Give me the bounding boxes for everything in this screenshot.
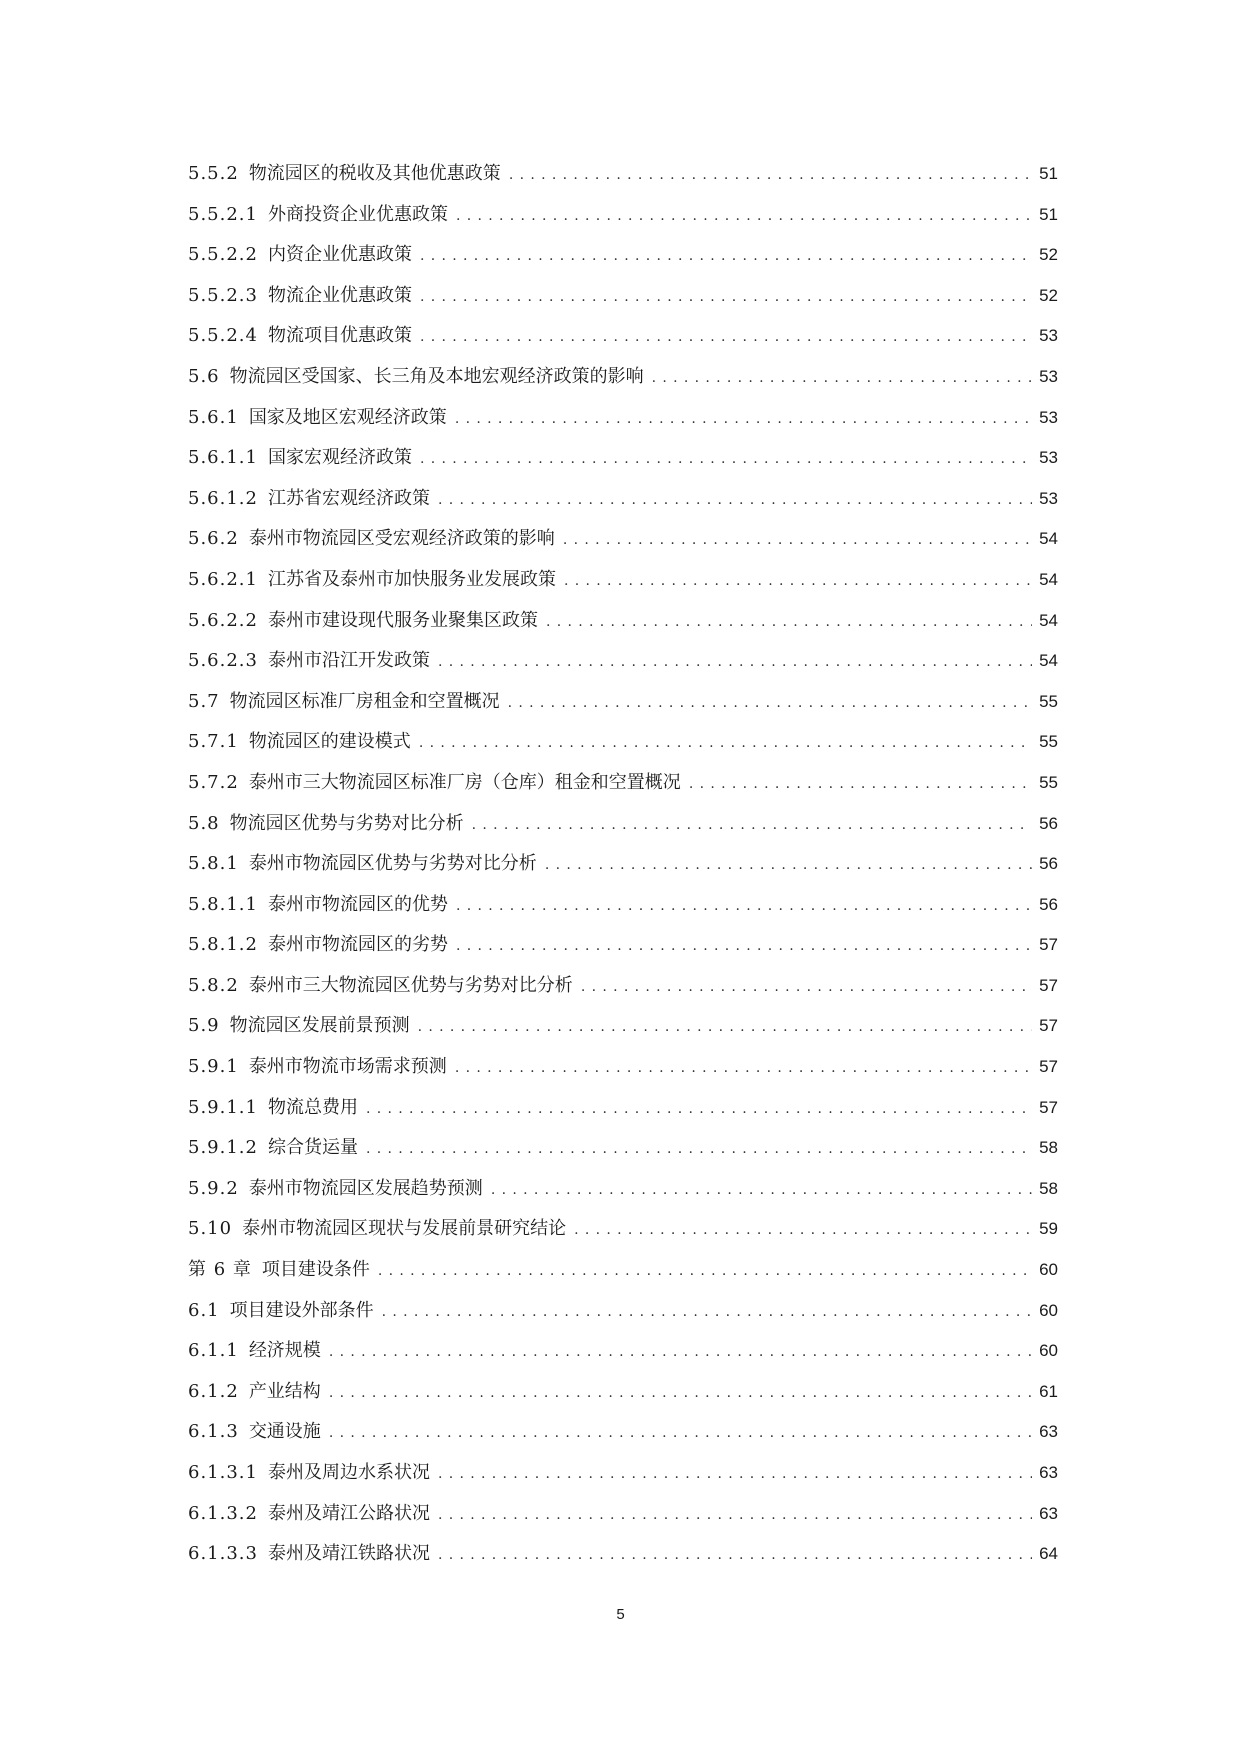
toc-entry-title: 泰州市物流园区发展趋势预测 bbox=[248, 1177, 483, 1199]
toc-entry[interactable] bbox=[188, 1047, 1058, 1088]
toc-entry-number: 5.9.1.1 bbox=[188, 1096, 258, 1118]
toc-entry-title: 物流企业优惠政策 bbox=[267, 284, 412, 306]
toc-entry[interactable] bbox=[188, 560, 1058, 601]
toc-entry-number: 5.8.2 bbox=[188, 974, 239, 996]
toc-entry[interactable] bbox=[188, 398, 1058, 439]
toc-entry-page: 64 bbox=[1039, 1544, 1058, 1564]
toc-entry-number: 5.10 bbox=[188, 1218, 233, 1240]
toc-entry-page: 54 bbox=[1039, 569, 1058, 589]
toc-entry-number: 5.8.1.1 bbox=[188, 893, 258, 915]
toc-entry-title: 泰州市物流园区现状与发展前景研究结论 bbox=[242, 1218, 567, 1240]
dot-leader bbox=[564, 561, 1032, 602]
toc-entry[interactable] bbox=[188, 1453, 1058, 1494]
toc-entry-title: 泰州市物流园区优势与劣势对比分析 bbox=[248, 853, 537, 875]
toc-entry-page: 61 bbox=[1039, 1381, 1058, 1401]
toc-entry[interactable] bbox=[188, 1494, 1058, 1535]
toc-entry-number: 5.5.2.3 bbox=[188, 284, 258, 306]
toc-entry[interactable] bbox=[188, 1291, 1058, 1332]
toc-entry-page: 54 bbox=[1039, 610, 1058, 630]
toc-entry-number: 5.5.2.2 bbox=[188, 244, 258, 266]
toc-entry-title: 物流园区受国家、长三角及本地宏观经济政策的影响 bbox=[229, 365, 644, 387]
toc-entry-title: 产业结构 bbox=[248, 1380, 321, 1402]
toc-entry-page: 63 bbox=[1039, 1422, 1058, 1442]
toc-entry-page: 53 bbox=[1039, 407, 1058, 427]
toc-entry-number: 5.8.1 bbox=[188, 853, 239, 875]
toc-entry-page: 53 bbox=[1039, 448, 1058, 468]
dot-leader bbox=[329, 1413, 1032, 1454]
dot-leader bbox=[652, 358, 1032, 399]
toc-entry-title: 泰州市物流市场需求预测 bbox=[248, 1056, 447, 1078]
toc-entry-title: 国家宏观经济政策 bbox=[267, 447, 412, 469]
toc-entry-title: 物流园区的税收及其他优惠政策 bbox=[248, 163, 501, 184]
toc-entry-page: 57 bbox=[1039, 975, 1058, 995]
toc-entry-title: 物流园区的建设模式 bbox=[248, 731, 411, 753]
toc-entry-page: 56 bbox=[1039, 894, 1058, 914]
toc-entry-number: 第 6 章 bbox=[188, 1259, 252, 1281]
dot-leader bbox=[382, 1292, 1032, 1333]
dot-leader bbox=[420, 317, 1032, 358]
toc-entry-title: 泰州市三大物流园区优势与劣势对比分析 bbox=[248, 974, 573, 996]
dot-leader bbox=[366, 1129, 1032, 1170]
toc-entry[interactable] bbox=[188, 722, 1058, 763]
toc-entry-number: 5.7.1 bbox=[188, 731, 239, 753]
dot-leader bbox=[491, 1170, 1032, 1211]
toc-entry-number: 6.1.2 bbox=[188, 1380, 239, 1402]
dot-leader bbox=[329, 1332, 1032, 1373]
toc-entry-page: 55 bbox=[1039, 732, 1058, 752]
toc-entry-number: 5.6.2 bbox=[188, 528, 239, 550]
toc-entry-title: 物流园区发展前景预测 bbox=[229, 1015, 410, 1037]
toc-entry-page: 51 bbox=[1039, 164, 1058, 183]
toc-entry[interactable] bbox=[188, 1006, 1058, 1047]
toc-entry[interactable] bbox=[188, 154, 1058, 195]
dot-leader bbox=[472, 805, 1032, 846]
toc-entry-title: 项目建设条件 bbox=[261, 1259, 370, 1281]
toc-entry-page: 57 bbox=[1039, 1016, 1058, 1036]
toc-entry[interactable] bbox=[188, 1412, 1058, 1453]
dot-leader bbox=[420, 439, 1032, 480]
toc-entry-page: 57 bbox=[1039, 1057, 1058, 1077]
dot-leader bbox=[420, 236, 1032, 277]
toc-entry[interactable] bbox=[188, 763, 1058, 804]
dot-leader bbox=[329, 1373, 1032, 1414]
toc-entry-page: 53 bbox=[1039, 366, 1058, 386]
dot-leader bbox=[438, 480, 1032, 521]
toc-entry-number: 6.1.3.3 bbox=[188, 1543, 258, 1565]
table-of-contents bbox=[188, 154, 1058, 1575]
toc-entry-number: 5.6.2.3 bbox=[188, 650, 258, 672]
toc-entry-page: 60 bbox=[1039, 1260, 1058, 1280]
toc-entry-number: 6.1.3.1 bbox=[188, 1462, 258, 1483]
toc-entry[interactable] bbox=[188, 1128, 1058, 1169]
toc-entry-number: 5.6.1.2 bbox=[188, 487, 258, 509]
dot-leader bbox=[420, 277, 1032, 318]
toc-entry[interactable] bbox=[188, 438, 1058, 479]
toc-entry[interactable] bbox=[188, 195, 1058, 236]
dot-leader bbox=[581, 967, 1032, 1008]
toc-entry-number: 5.6.1.1 bbox=[188, 447, 258, 469]
toc-entry-page: 52 bbox=[1039, 245, 1058, 265]
toc-entry-title: 泰州及靖江公路状况 bbox=[267, 1502, 430, 1524]
toc-entry-page: 57 bbox=[1039, 1097, 1058, 1117]
toc-entry-number: 5.6.2.1 bbox=[188, 568, 258, 590]
toc-entry-page: 58 bbox=[1039, 1138, 1058, 1158]
toc-entry-page: 63 bbox=[1039, 1463, 1058, 1482]
toc-entry[interactable] bbox=[188, 966, 1058, 1007]
toc-entry-page: 56 bbox=[1039, 854, 1058, 874]
page-number: 5 bbox=[616, 1606, 625, 1623]
toc-entry-title: 外商投资企业优惠政策 bbox=[267, 203, 448, 225]
toc-entry[interactable] bbox=[188, 925, 1058, 966]
toc-entry[interactable] bbox=[188, 1534, 1058, 1575]
toc-entry-page: 57 bbox=[1039, 935, 1058, 955]
toc-entry[interactable] bbox=[188, 316, 1058, 357]
toc-entry-title: 综合货运量 bbox=[267, 1137, 358, 1159]
toc-entry-number: 5.5.2.4 bbox=[188, 325, 258, 347]
toc-entry[interactable] bbox=[188, 641, 1058, 682]
toc-entry-page: 63 bbox=[1039, 1503, 1058, 1523]
toc-entry[interactable] bbox=[188, 601, 1058, 642]
toc-entry-title: 江苏省及泰州市加快服务业发展政策 bbox=[267, 568, 556, 590]
dot-leader bbox=[456, 926, 1032, 967]
toc-entry[interactable] bbox=[188, 276, 1058, 317]
toc-entry-page: 54 bbox=[1039, 651, 1058, 671]
dot-leader bbox=[419, 723, 1032, 764]
dot-leader bbox=[546, 602, 1032, 643]
toc-entry-number: 5.7.2 bbox=[188, 771, 239, 793]
toc-entry-number: 5.6 bbox=[188, 365, 220, 387]
toc-entry-page: 60 bbox=[1039, 1300, 1058, 1320]
toc-entry-number: 5.8 bbox=[188, 812, 220, 834]
toc-entry-number: 5.5.2.1 bbox=[188, 203, 258, 225]
toc-entry-number: 6.1.3.2 bbox=[188, 1502, 258, 1524]
toc-entry[interactable] bbox=[188, 357, 1058, 398]
toc-entry-title: 泰州市沿江开发政策 bbox=[267, 650, 430, 672]
toc-entry-number: 5.6.1 bbox=[188, 406, 239, 428]
toc-entry-title: 物流总费用 bbox=[267, 1096, 358, 1118]
toc-entry-number: 6.1.3 bbox=[188, 1421, 239, 1443]
toc-entry-number: 6.1.1 bbox=[188, 1340, 239, 1362]
toc-entry-number: 5.9 bbox=[188, 1015, 220, 1037]
toc-entry-title: 泰州市物流园区受宏观经济政策的影响 bbox=[248, 528, 555, 550]
toc-entry-page: 51 bbox=[1039, 204, 1058, 224]
toc-entry-number: 6.1 bbox=[188, 1299, 220, 1321]
toc-entry[interactable] bbox=[188, 1331, 1058, 1372]
toc-entry-title: 泰州及周边水系状况 bbox=[267, 1462, 430, 1483]
toc-entry-title: 国家及地区宏观经济政策 bbox=[248, 406, 447, 428]
toc-entry-number: 5.9.2 bbox=[188, 1177, 239, 1199]
toc-entry-title: 泰州市物流园区的优势 bbox=[267, 893, 448, 915]
toc-entry-page: 60 bbox=[1039, 1341, 1058, 1361]
dot-leader bbox=[563, 520, 1032, 561]
dot-leader bbox=[545, 845, 1032, 886]
toc-entry-number: 5.9.1 bbox=[188, 1056, 239, 1078]
toc-entry-number: 5.9.1.2 bbox=[188, 1137, 258, 1159]
toc-entry[interactable] bbox=[188, 479, 1058, 520]
toc-entry-title: 泰州市物流园区的劣势 bbox=[267, 934, 448, 956]
dot-leader bbox=[438, 1495, 1032, 1536]
toc-entry-page: 55 bbox=[1039, 691, 1058, 711]
dot-leader bbox=[438, 1454, 1032, 1495]
dot-leader bbox=[508, 683, 1032, 724]
toc-entry-title: 泰州市建设现代服务业聚集区政策 bbox=[267, 609, 538, 631]
toc-entry[interactable] bbox=[188, 804, 1058, 845]
dot-leader bbox=[366, 1089, 1032, 1130]
toc-entry-page: 52 bbox=[1039, 285, 1058, 305]
dot-leader bbox=[455, 1048, 1032, 1089]
toc-entry[interactable] bbox=[188, 682, 1058, 723]
toc-entry-number: 5.7 bbox=[188, 690, 220, 712]
toc-entry-title: 内资企业优惠政策 bbox=[267, 244, 412, 266]
dot-leader bbox=[438, 642, 1032, 683]
toc-entry-page: 53 bbox=[1039, 326, 1058, 346]
toc-entry[interactable] bbox=[188, 1169, 1058, 1210]
toc-entry[interactable] bbox=[188, 1250, 1058, 1291]
toc-entry-page: 55 bbox=[1039, 772, 1058, 792]
dot-leader bbox=[456, 196, 1032, 237]
toc-entry-title: 经济规模 bbox=[248, 1340, 321, 1362]
toc-entry-title: 泰州市三大物流园区标准厂房（仓库）租金和空置概况 bbox=[248, 771, 681, 793]
dot-leader bbox=[456, 886, 1032, 927]
toc-entry[interactable] bbox=[188, 235, 1058, 276]
toc-entry-title: 交通设施 bbox=[248, 1421, 321, 1443]
toc-entry[interactable] bbox=[188, 519, 1058, 560]
toc-entry-number: 5.8.1.2 bbox=[188, 934, 258, 956]
toc-entry-page: 54 bbox=[1039, 529, 1058, 549]
dot-leader bbox=[378, 1251, 1032, 1292]
dot-leader bbox=[574, 1210, 1032, 1251]
toc-entry-number: 5.5.2 bbox=[188, 163, 239, 184]
toc-entry-title: 物流园区标准厂房租金和空置概况 bbox=[229, 690, 500, 712]
toc-entry-page: 58 bbox=[1039, 1178, 1058, 1198]
dot-leader bbox=[438, 1535, 1032, 1576]
dot-leader bbox=[418, 1007, 1032, 1048]
toc-entry-title: 物流项目优惠政策 bbox=[267, 325, 412, 347]
dot-leader bbox=[689, 764, 1032, 805]
toc-entry-page: 59 bbox=[1039, 1219, 1058, 1239]
toc-entry[interactable] bbox=[188, 1209, 1058, 1250]
toc-entry[interactable] bbox=[188, 1372, 1058, 1413]
dot-leader bbox=[509, 155, 1032, 196]
toc-entry-page: 56 bbox=[1039, 813, 1058, 833]
toc-entry[interactable] bbox=[188, 885, 1058, 926]
toc-entry-number: 5.6.2.2 bbox=[188, 609, 258, 631]
toc-entry-title: 泰州及靖江铁路状况 bbox=[267, 1543, 430, 1565]
toc-entry-title: 物流园区优势与劣势对比分析 bbox=[229, 812, 464, 834]
toc-entry-page: 53 bbox=[1039, 488, 1058, 508]
toc-entry-title: 江苏省宏观经济政策 bbox=[267, 487, 430, 509]
toc-entry-title: 项目建设外部条件 bbox=[229, 1299, 374, 1321]
toc-entry[interactable] bbox=[188, 1088, 1058, 1129]
dot-leader bbox=[455, 399, 1032, 440]
toc-entry[interactable] bbox=[188, 844, 1058, 885]
